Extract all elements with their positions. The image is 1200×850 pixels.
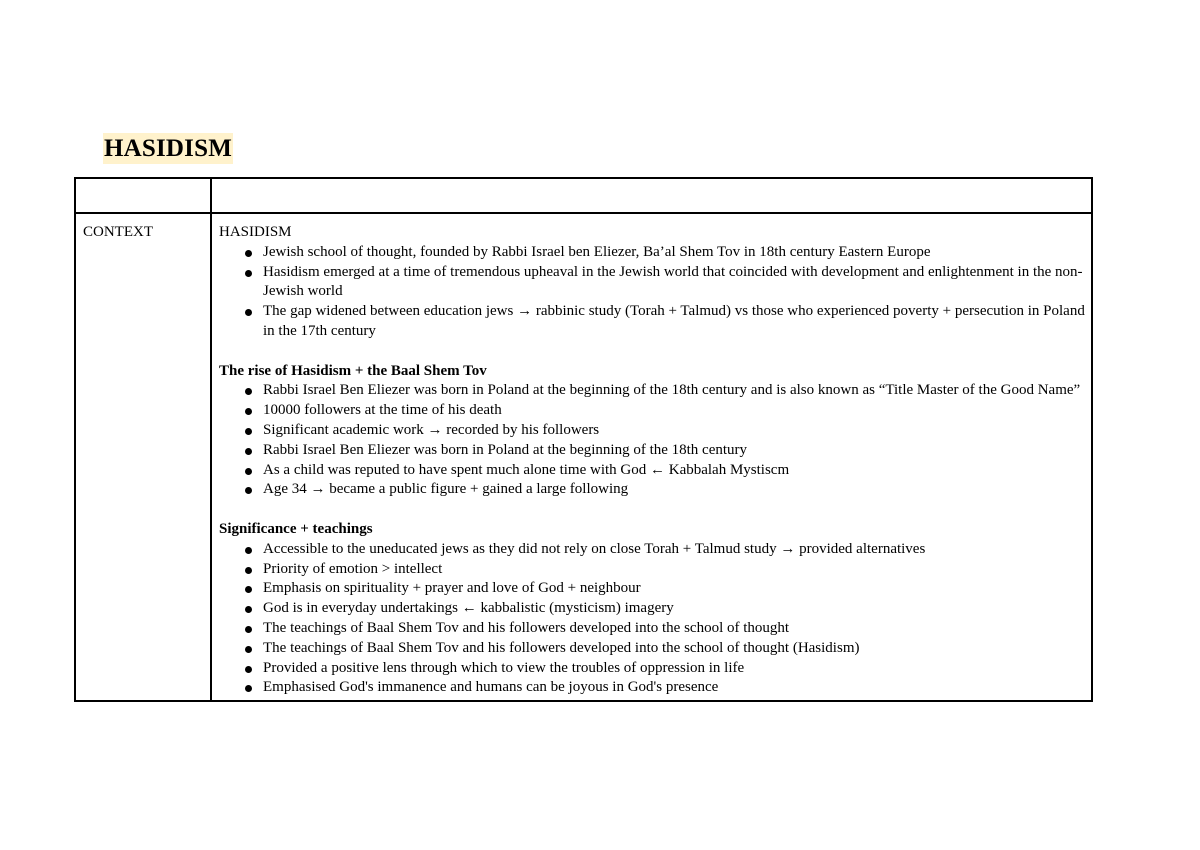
bullet-list-item	[219, 461, 1085, 481]
row-label-context: CONTEXT	[75, 213, 211, 701]
bullet-dot-icon	[245, 448, 252, 455]
bullet-list-item	[219, 639, 1085, 659]
bullet-dot-icon	[245, 666, 252, 673]
bullet-dot-icon	[245, 487, 252, 494]
bullet-text: The teachings of Baal Shem Tov and his followers developed into the school of thought (Hasidism)	[263, 639, 860, 656]
bullet-dot-icon	[245, 468, 252, 475]
bullet-text: As a child was reputed to have spent much alone time with God ← Kabbalah Mystiscm	[263, 461, 790, 478]
bullet-text: The teachings of Baal Shem Tov and his followers developed into the school of thought	[263, 619, 790, 636]
intro-heading: HASIDISM	[219, 224, 292, 240]
bullet-dot-icon	[245, 586, 252, 593]
bullet-list-item	[219, 421, 1085, 441]
bullet-text: Emphasised God's immanence and humans can be joyous in God's presence	[263, 679, 719, 696]
table-row	[75, 213, 1092, 701]
bullet-list-item	[219, 599, 1085, 619]
bullet-dot-icon	[245, 606, 252, 613]
bullet-text: Rabbi Israel Ben Eliezer was born in Poland at the beginning of the 18th century	[263, 441, 748, 458]
significance-section-heading: Significance + teachings	[219, 520, 373, 537]
header-cell-2	[211, 178, 1092, 213]
bullet-text: Hasidism emerged at a time of tremendous upheaval in the Jewish world that coincided with development and enlightenment in the non-Jewish world	[263, 263, 1083, 300]
bullet-list-item	[219, 480, 1085, 500]
bullet-list-item	[219, 381, 1085, 401]
bullet-text: Age 34 → became a public figure + gained a large following	[263, 481, 629, 498]
document-title: HASIDISM	[104, 135, 233, 162]
bullet-list-item	[219, 659, 1085, 679]
bullet-text: Rabbi Israel Ben Eliezer was born in Poland at the beginning of the 18th century and is also known as “Title Master of the Good Name”	[263, 382, 1081, 399]
bullet-dot-icon	[245, 428, 252, 435]
bullet-list-item	[219, 401, 1085, 421]
bullet-dot-icon	[245, 547, 252, 554]
bullet-text: Provided a positive lens through which to view the troubles of oppression in life	[263, 659, 745, 676]
bullet-list-item	[219, 243, 1085, 263]
bullet-list-item	[219, 619, 1085, 639]
bullet-list-item	[219, 560, 1085, 580]
bullet-list-item	[219, 678, 1085, 698]
rise-section-heading: The rise of Hasidism + the Baal Shem Tov	[219, 362, 487, 379]
bullet-list-item	[219, 441, 1085, 461]
bullet-text: Emphasis on spirituality + prayer and love of God + neighbour	[263, 580, 641, 597]
bullet-text: Significant academic work → recorded by his followers	[263, 421, 600, 438]
bullet-text: 10000 followers at the time of his death	[263, 402, 502, 419]
bullet-text: Accessible to the uneducated jews as they did not rely on close Torah + Talmud study → provided alternatives	[263, 540, 926, 557]
bullet-dot-icon	[245, 309, 252, 316]
intro-bullet-list	[219, 243, 1085, 342]
bullet-text: God is in everyday undertakings ← kabbalistic (mysticism) imagery	[263, 600, 674, 617]
context-content-cell	[211, 213, 1092, 701]
bullet-dot-icon	[245, 408, 252, 415]
bullet-dot-icon	[245, 270, 252, 277]
bullet-dot-icon	[245, 567, 252, 574]
rise-bullet-list	[219, 381, 1085, 500]
bullet-list-item	[219, 263, 1085, 303]
bullet-text: The gap widened between education jews → rabbinic study (Torah + Talmud) vs those who experienced poverty + persecution in Poland in the 17th century	[263, 303, 1085, 339]
bullet-list-item	[219, 579, 1085, 599]
notes-table	[74, 177, 1093, 702]
bullet-text: Priority of emotion > intellect	[263, 560, 443, 577]
bullet-dot-icon	[245, 685, 252, 692]
significance-bullet-list	[219, 540, 1085, 698]
bullet-dot-icon	[245, 626, 252, 633]
bullet-list-item	[219, 540, 1085, 560]
bullet-dot-icon	[245, 388, 252, 395]
bullet-dot-icon	[245, 250, 252, 257]
table-header-row	[75, 178, 1092, 213]
header-cell-1	[75, 178, 211, 213]
bullet-list-item	[219, 302, 1085, 342]
bullet-text: Jewish school of thought, founded by Rabbi Israel ben Eliezer, Ba’al Shem Tov in 18th century Eastern Europe	[263, 243, 931, 260]
bullet-dot-icon	[245, 646, 252, 653]
